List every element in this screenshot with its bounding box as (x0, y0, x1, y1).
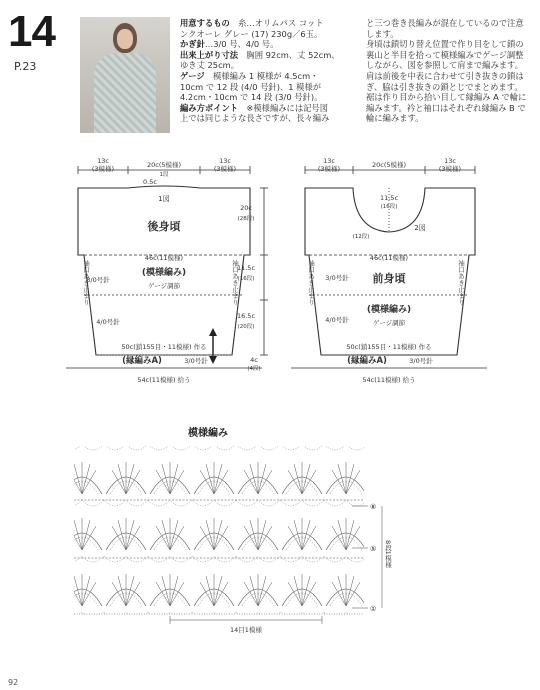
instr-line: ぎ、脇は引き抜きの鎖とじでまとめます。 (366, 81, 523, 92)
instr-line: します。 (366, 28, 399, 39)
front-needle-30: 3/0号針 (325, 274, 349, 282)
back-pattern: (模様編み) (141, 268, 187, 278)
front-edging: (縁編みA) (347, 356, 387, 366)
front-body-diagram (275, 150, 540, 395)
front-edging-needle: 3/0号針 (409, 357, 433, 365)
back-hem-pickup: 54c(11模様) 拾う (137, 376, 191, 384)
row-mark-8: ⑧ (370, 503, 377, 511)
instr-line: ゲージ 模様編み 1 模様が 4.5cm・ (180, 70, 319, 81)
front-neck-rows2: (12段) (352, 234, 370, 240)
front-title: 前身頃 (372, 272, 406, 285)
chart-rows-label: 8段1模様 (384, 540, 392, 568)
front-gauge: ゲージ調節 (372, 319, 406, 327)
front-armhole-left: 袖口あき止まり (307, 260, 315, 306)
back-shoulder-right: 13c (219, 157, 231, 165)
crochet-chart (60, 440, 400, 645)
back-gauge: ゲージ調節 (147, 282, 181, 290)
method-text (366, 18, 538, 124)
front-pattern: (模様編み) (366, 305, 412, 315)
row-mark-5: ⑤ (370, 545, 377, 553)
front-shoulder-right: 13c (444, 157, 456, 165)
back-armhole-right: 袖口あき止まり (231, 260, 239, 306)
instr-line: 4.2cm・10cm で 14 段 (3/0 号針)。 (180, 92, 323, 103)
pattern-number: 14 (8, 7, 55, 56)
back-body-diagram (0, 150, 275, 395)
front-shoulder-left-rows: (3模様) (317, 165, 341, 173)
back-neck-width: 20c(5模様) (146, 161, 182, 169)
dim-115: 11.5c (236, 264, 256, 272)
dim-165-rows: (20段) (237, 324, 255, 330)
front-fig-number: 2図 (414, 224, 426, 232)
instr-line: 上では同じような長さですが、長々編み (180, 113, 330, 124)
front-armhole-right: 袖口あき止まり (457, 260, 465, 306)
back-neck-drop: 0.5c (143, 178, 157, 186)
instr-line: ンクオーレ グレー (17) 230g／6玉。 (180, 28, 323, 39)
front-shoulder-right-rows: (3模様) (438, 165, 462, 173)
instr-line: 裏山と半目を拾って模様編みでゲージ調整 (366, 49, 524, 60)
instr-line: 身頃は鎖切り替え位置で作り目をして鎖の (366, 39, 524, 50)
dim-115-rows: (16段) (237, 276, 255, 282)
back-shoulder-right-rows: (3模様) (213, 165, 237, 173)
back-edging-needle: 3/0号針 (184, 357, 208, 365)
instr-line: 用意するもの 糸…オリムパス コット (180, 18, 324, 28)
chart-repeat-label: 14目1模様 (230, 626, 262, 634)
instr-line: かぎ針…3/0 号、4/0 号。 (180, 39, 279, 50)
dim-20: 20c (240, 204, 252, 212)
front-width-46: 46c(11模様) (369, 254, 409, 262)
back-edging: (縁編みA) (122, 356, 162, 366)
back-hem-chain: 50c(鎖155目・11模様) 作る (121, 343, 207, 351)
chart-title: 模様編み (188, 428, 228, 439)
front-hem-chain: 50c(鎖155目・11模様) 作る (346, 343, 432, 351)
instr-line: 輪に編みます。 (366, 113, 424, 124)
instr-line: 編みます。衿と袖口はそれぞれ縁編み B で (366, 102, 526, 113)
back-neck-rows: 1段 (159, 172, 169, 178)
page-reference: P.23 (14, 60, 37, 73)
dim-165: 16.5c (236, 312, 256, 320)
dim-20-rows: (28段) (237, 216, 255, 222)
back-armhole-left: 袖口あき止まり (82, 260, 90, 306)
materials-text (180, 18, 350, 124)
back-fig-number: 1図 (158, 195, 170, 203)
dim-4: 4c (250, 356, 258, 364)
instr-line: 裾は作り目から拾い目して縁編み A で輪に (366, 92, 527, 103)
front-hem-pickup: 54c(11模様) 拾う (362, 376, 416, 384)
model-photo (80, 17, 170, 133)
row-mark-1: ① (370, 605, 377, 613)
instr-line: 10cm で 12 段 (4/0 号針)、1 模様が (180, 81, 322, 92)
back-title: 後身頃 (147, 220, 181, 233)
back-width-46: 46c(11模様) (144, 254, 184, 262)
front-neck-width: 20c(5模様) (371, 161, 407, 169)
instr-line: 肩は前後を中表に合わせて引き抜きの鎖は (366, 70, 524, 81)
front-neck-depth-rows: (16段) (380, 204, 398, 210)
front-needle-40: 4/0号針 (325, 316, 349, 324)
page-number: 92 (8, 678, 19, 687)
back-needle-40: 4/0号針 (96, 318, 120, 326)
front-shoulder-left: 13c (323, 157, 335, 165)
back-needle-30: 3/0号針 (86, 276, 110, 284)
instr-line: と三つ巻き長編みが混在しているので注意 (366, 18, 524, 28)
dim-4-rows: (4段) (247, 366, 261, 372)
back-shoulder-left: 13c (97, 157, 109, 165)
instr-line: ゆき丈 25cm。 (180, 60, 240, 71)
back-shoulder-left-rows: (3模様) (91, 165, 115, 173)
front-neck-depth: 11.5c (379, 194, 399, 202)
instr-line: 出来上がり寸法 胸囲 92cm、丈 52cm、 (180, 49, 340, 60)
instr-line: 編み方ポイント ※模様編みには記号図 (180, 102, 329, 113)
instr-line: しながら、図を参照して肩まで編みます。 (366, 60, 523, 71)
